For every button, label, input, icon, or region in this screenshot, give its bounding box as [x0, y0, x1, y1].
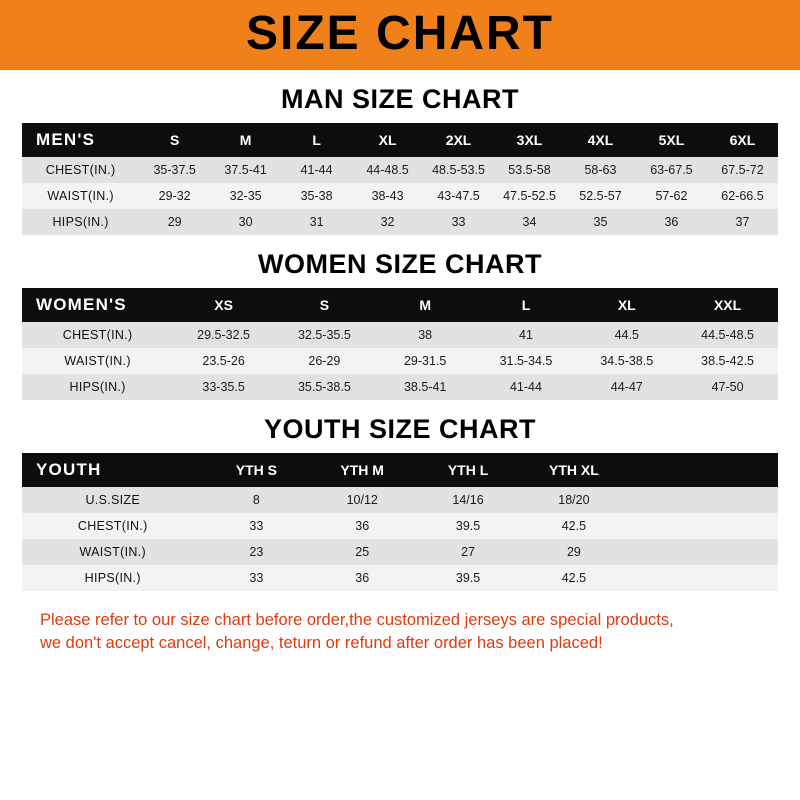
- table-cell: 41: [476, 322, 577, 348]
- table-cell: 44.5: [576, 322, 677, 348]
- table-cell: 39.5: [415, 513, 521, 539]
- men-table-body: [22, 157, 778, 235]
- table-cell: 32.5-35.5: [274, 322, 375, 348]
- table-cell: 32-35: [210, 183, 281, 209]
- youth-row-label-us-size: U.S.SIZE: [22, 487, 203, 513]
- women-row-label-chest: CHEST(IN.): [22, 322, 173, 348]
- youth-row-label-header: YOUTH: [22, 453, 203, 487]
- footer-line-1: Please refer to our size chart before order,the customized jerseys are special products,: [40, 611, 674, 629]
- table-cell: 31.5-34.5: [476, 348, 577, 374]
- table-row: [22, 374, 778, 400]
- men-col-header-xl: XL: [352, 123, 423, 157]
- table-cell: 47.5-52.5: [494, 183, 565, 209]
- table-cell: [627, 539, 778, 565]
- table-cell: 41-44: [281, 157, 352, 183]
- women-col-header-s: S: [274, 288, 375, 322]
- men-size-table: [22, 123, 778, 235]
- table-cell: 38: [375, 322, 476, 348]
- table-cell: 38-43: [352, 183, 423, 209]
- table-cell: [627, 565, 778, 591]
- table-cell: [627, 487, 778, 513]
- women-row-label-hips: HIPS(IN.): [22, 374, 173, 400]
- youth-table-body: [22, 487, 778, 591]
- table-cell: 58-63: [565, 157, 636, 183]
- men-col-header-2xl: 2XL: [423, 123, 494, 157]
- women-row-label-waist: WAIST(IN.): [22, 348, 173, 374]
- table-cell: 35-38: [281, 183, 352, 209]
- table-cell: 29: [139, 209, 210, 235]
- table-cell: 42.5: [521, 513, 627, 539]
- table-cell: 29-32: [139, 183, 210, 209]
- youth-col-header-xl: YTH XL: [521, 453, 627, 487]
- table-cell: 39.5: [415, 565, 521, 591]
- men-col-header-3xl: 3XL: [494, 123, 565, 157]
- men-row-label-chest: CHEST(IN.): [22, 157, 139, 183]
- table-cell: 34.5-38.5: [576, 348, 677, 374]
- table-cell: 35.5-38.5: [274, 374, 375, 400]
- women-table-head: [22, 288, 778, 322]
- table-cell: 29: [521, 539, 627, 565]
- table-header-row: [22, 123, 778, 157]
- table-cell: 52.5-57: [565, 183, 636, 209]
- table-cell: 29.5-32.5: [173, 322, 274, 348]
- table-cell: 14/16: [415, 487, 521, 513]
- women-row-label-header: WOMEN'S: [22, 288, 173, 322]
- table-cell: 37.5-41: [210, 157, 281, 183]
- youth-size-table: [22, 453, 778, 591]
- youth-row-label-hips: HIPS(IN.): [22, 565, 203, 591]
- women-col-header-l: L: [476, 288, 577, 322]
- table-cell: 33-35.5: [173, 374, 274, 400]
- table-cell: 67.5-72: [707, 157, 778, 183]
- table-cell: 26-29: [274, 348, 375, 374]
- table-cell: 63-67.5: [636, 157, 707, 183]
- men-col-header-6xl: 6XL: [707, 123, 778, 157]
- table-cell: [627, 513, 778, 539]
- table-cell: 53.5-58: [494, 157, 565, 183]
- table-row: [22, 513, 778, 539]
- table-row: [22, 209, 778, 235]
- table-row: [22, 348, 778, 374]
- table-row: [22, 565, 778, 591]
- men-col-header-l: L: [281, 123, 352, 157]
- men-col-header-m: M: [210, 123, 281, 157]
- table-cell: 30: [210, 209, 281, 235]
- table-cell: 8: [203, 487, 309, 513]
- table-cell: 31: [281, 209, 352, 235]
- men-table-head: [22, 123, 778, 157]
- table-cell: 36: [309, 565, 415, 591]
- youth-table-head: [22, 453, 778, 487]
- table-cell: 23: [203, 539, 309, 565]
- men-row-label-hips: HIPS(IN.): [22, 209, 139, 235]
- table-cell: 57-62: [636, 183, 707, 209]
- youth-col-header-s: YTH S: [203, 453, 309, 487]
- content-area: [0, 84, 800, 655]
- footer-line-2: we don't accept cancel, change, teturn or refund after order has been placed!: [40, 633, 603, 652]
- youth-col-header-m: YTH M: [309, 453, 415, 487]
- table-cell: 33: [423, 209, 494, 235]
- table-row: [22, 539, 778, 565]
- table-cell: 23.5-26: [173, 348, 274, 374]
- youth-row-label-waist: WAIST(IN.): [22, 539, 203, 565]
- table-cell: 42.5: [521, 565, 627, 591]
- table-cell: 32: [352, 209, 423, 235]
- page-header-band: [0, 0, 800, 70]
- men-row-label-header: MEN'S: [22, 123, 139, 157]
- table-cell: 18/20: [521, 487, 627, 513]
- table-cell: 10/12: [309, 487, 415, 513]
- section-title-women: WOMEN SIZE CHART: [258, 249, 542, 279]
- women-col-header-m: M: [375, 288, 476, 322]
- table-cell: 29-31.5: [375, 348, 476, 374]
- table-cell: 33: [203, 513, 309, 539]
- table-header-row: [22, 453, 778, 487]
- table-cell: 44.5-48.5: [677, 322, 778, 348]
- table-cell: 38.5-41: [375, 374, 476, 400]
- table-cell: 34: [494, 209, 565, 235]
- footer-disclaimer: [22, 609, 778, 655]
- table-cell: 43-47.5: [423, 183, 494, 209]
- table-cell: 62-66.5: [707, 183, 778, 209]
- table-cell: 35: [565, 209, 636, 235]
- men-col-header-4xl: 4XL: [565, 123, 636, 157]
- women-col-header-xl: XL: [576, 288, 677, 322]
- table-row: [22, 487, 778, 513]
- men-row-label-waist: WAIST(IN.): [22, 183, 139, 209]
- table-cell: 47-50: [677, 374, 778, 400]
- table-cell: 36: [636, 209, 707, 235]
- table-cell: 35-37.5: [139, 157, 210, 183]
- table-cell: 44-48.5: [352, 157, 423, 183]
- women-col-header-xs: XS: [173, 288, 274, 322]
- women-size-table: [22, 288, 778, 400]
- page-title: SIZE CHART: [246, 7, 554, 60]
- table-cell: 25: [309, 539, 415, 565]
- table-cell: 41-44: [476, 374, 577, 400]
- table-cell: 37: [707, 209, 778, 235]
- table-cell: 48.5-53.5: [423, 157, 494, 183]
- table-cell: 36: [309, 513, 415, 539]
- table-header-row: [22, 288, 778, 322]
- table-row: [22, 157, 778, 183]
- table-cell: 33: [203, 565, 309, 591]
- youth-row-label-chest: CHEST(IN.): [22, 513, 203, 539]
- table-row: [22, 183, 778, 209]
- men-col-header-s: S: [139, 123, 210, 157]
- table-cell: 27: [415, 539, 521, 565]
- table-row: [22, 322, 778, 348]
- table-cell: 44-47: [576, 374, 677, 400]
- youth-col-header-spacer: [627, 453, 778, 487]
- women-col-header-xxl: XXL: [677, 288, 778, 322]
- men-col-header-5xl: 5XL: [636, 123, 707, 157]
- youth-col-header-l: YTH L: [415, 453, 521, 487]
- table-cell: 38.5-42.5: [677, 348, 778, 374]
- women-table-body: [22, 322, 778, 400]
- section-title-youth: YOUTH SIZE CHART: [263, 414, 536, 444]
- section-title-man: MAN SIZE CHART: [281, 84, 519, 114]
